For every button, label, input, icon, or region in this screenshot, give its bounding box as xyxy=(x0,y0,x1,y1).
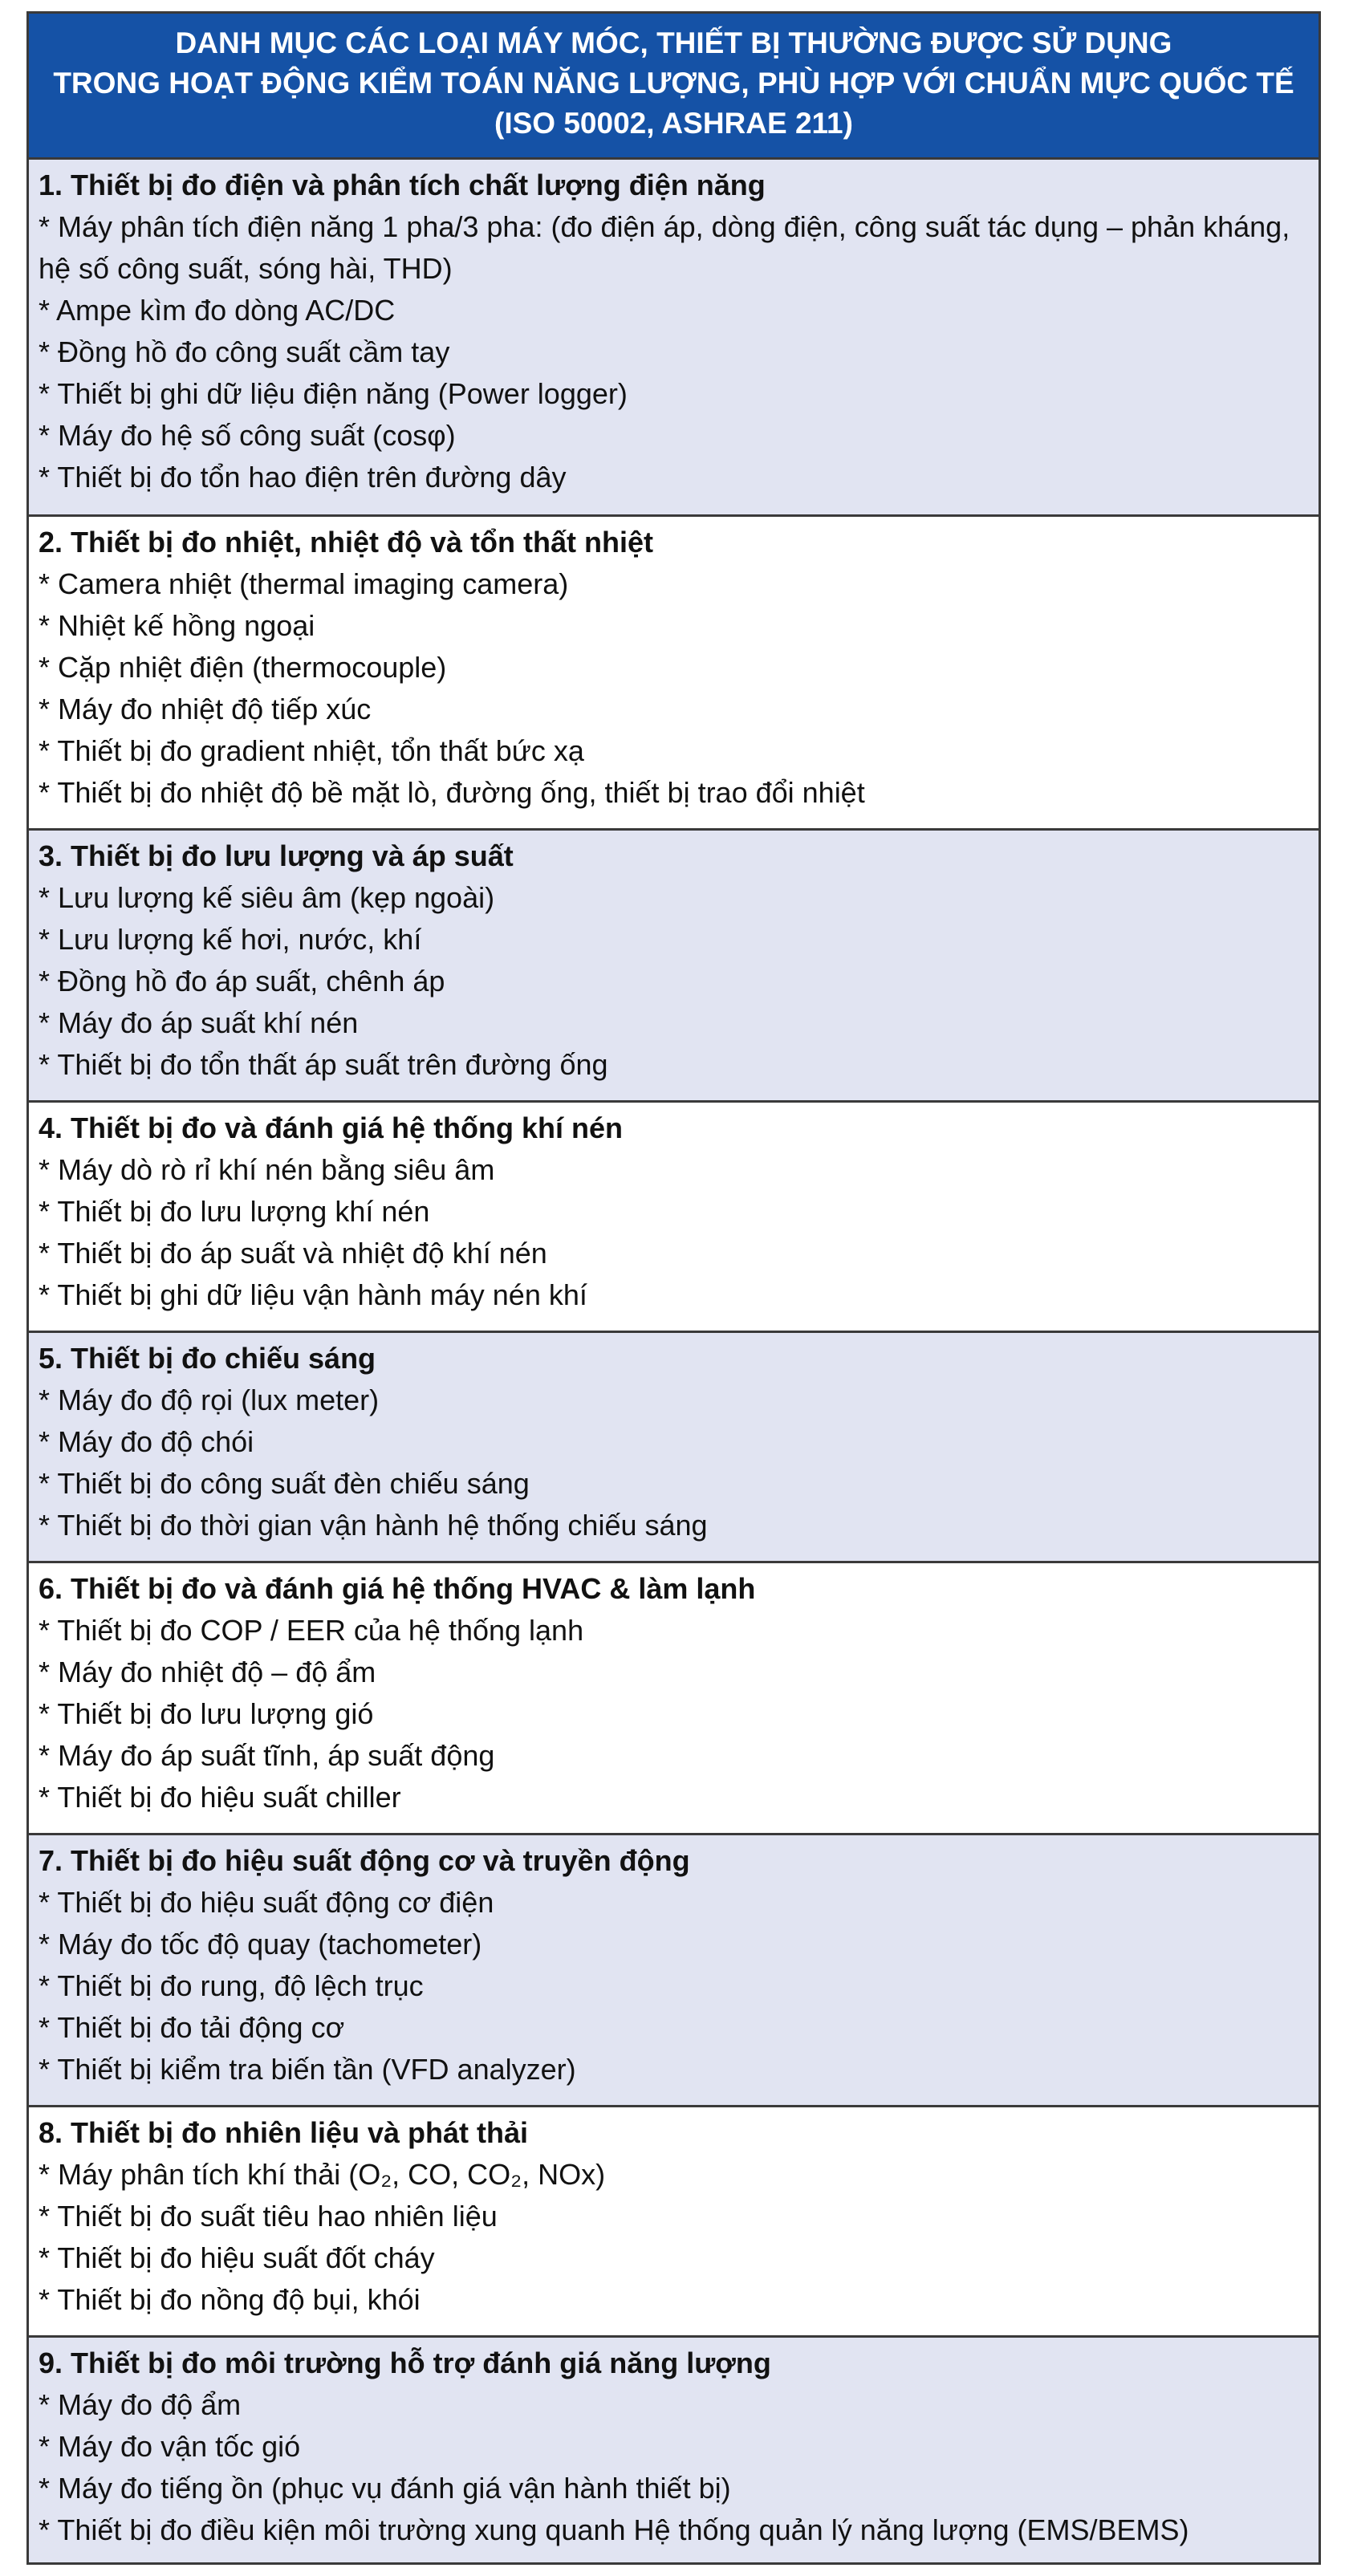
title-line-2: TRONG HOẠT ĐỘNG KIỂM TOÁN NĂNG LƯỢNG, PHÙ HỢP VỚI CHUẨN MỰC QUỐC TẾ xyxy=(53,67,1294,100)
list-item: * Máy đo tốc độ quay (tachometer) xyxy=(39,1928,482,1960)
list-item: * Cặp nhiệt điện (thermocouple) xyxy=(39,651,447,684)
list-item: * Lưu lượng kế siêu âm (kẹp ngoài) xyxy=(39,881,495,914)
list-item: * Máy đo độ ẩm xyxy=(39,2388,242,2421)
list-item: * Thiết bị đo suất tiêu hao nhiên liệu xyxy=(39,2200,498,2233)
section-motor-drive xyxy=(29,1835,1319,2107)
list-item: * Máy đo hệ số công suất (cosφ) xyxy=(39,419,456,452)
section-compressed-air xyxy=(29,1103,1319,1333)
table-header xyxy=(29,14,1319,160)
list-item: * Máy đo độ chói xyxy=(39,1425,254,1458)
list-item: * Máy đo độ rọi (lux meter) xyxy=(39,1383,380,1416)
title-line-3: (ISO 50002, ASHRAE 211) xyxy=(494,107,853,140)
list-item: * Đồng hồ đo công suất cầm tay xyxy=(39,335,450,368)
list-item: * Máy phân tích điện năng 1 pha/3 pha: (đo điện áp, dòng điện, công suất tác dụng – phản kháng, hệ số công suất, sóng hài, THD) xyxy=(39,210,1290,285)
section-fuel-emissions xyxy=(29,2107,1319,2338)
list-item: * Máy đo nhiệt độ – độ ẩm xyxy=(39,1656,376,1688)
list-item: * Nhiệt kế hồng ngoại xyxy=(39,609,315,642)
section-flow-pressure xyxy=(29,831,1319,1103)
section-thermal xyxy=(29,517,1319,831)
section-electrical xyxy=(29,160,1319,517)
list-item: * Thiết bị đo gradient nhiệt, tổn thất bức xạ xyxy=(39,734,584,767)
list-item: * Máy đo áp suất khí nén xyxy=(39,1006,359,1039)
section-title: 8. Thiết bị đo nhiên liệu và phát thải xyxy=(39,2116,529,2149)
section-lighting xyxy=(29,1333,1319,1563)
section-title: 1. Thiết bị đo điện và phân tích chất lượng điện năng xyxy=(39,169,766,201)
section-title: 7. Thiết bị đo hiệu suất động cơ và truyền động xyxy=(39,1844,690,1877)
list-item: * Máy phân tích khí thải (O₂, CO, CO₂, NOx) xyxy=(39,2158,606,2191)
list-item: * Thiết bị đo hiệu suất chiller xyxy=(39,1781,401,1814)
list-item: * Máy đo tiếng ồn (phục vụ đánh giá vận hành thiết bị) xyxy=(39,2472,731,2505)
list-item: * Camera nhiệt (thermal imaging camera) xyxy=(39,567,569,600)
list-item: * Đồng hồ đo áp suất, chênh áp xyxy=(39,965,445,997)
list-item: * Lưu lượng kế hơi, nước, khí xyxy=(39,923,422,956)
list-item: * Máy đo nhiệt độ tiếp xúc xyxy=(39,693,372,725)
title-line-1: DANH MỤC CÁC LOẠI MÁY MÓC, THIẾT BỊ THƯỜNG ĐƯỢC SỬ DỤNG xyxy=(175,26,1172,59)
list-item: * Thiết bị đo rung, độ lệch trục xyxy=(39,1969,424,2002)
list-item: * Thiết bị đo hiệu suất đốt cháy xyxy=(39,2241,435,2274)
list-item: * Thiết bị đo COP / EER của hệ thống lạnh xyxy=(39,1614,584,1647)
list-item: * Máy đo vận tốc gió xyxy=(39,2430,301,2463)
section-title: 2. Thiết bị đo nhiệt, nhiệt độ và tổn thất nhiệt xyxy=(39,526,653,559)
list-item: * Thiết bị đo tổn thất áp suất trên đường ống xyxy=(39,1048,608,1081)
list-item: * Thiết bị đo lưu lượng gió xyxy=(39,1697,374,1730)
section-environment xyxy=(29,2338,1319,2562)
list-item: * Máy đo áp suất tĩnh, áp suất động xyxy=(39,1739,495,1772)
list-item: * Thiết bị đo nồng độ bụi, khói xyxy=(39,2283,421,2316)
list-item: * Thiết bị ghi dữ liệu điện năng (Power logger) xyxy=(39,377,628,410)
equipment-table xyxy=(26,11,1321,2565)
list-item: * Thiết bị kiểm tra biến tần (VFD analyzer) xyxy=(39,2053,576,2086)
list-item: * Thiết bị đo lưu lượng khí nén xyxy=(39,1195,430,1228)
list-item: * Thiết bị đo tải động cơ xyxy=(39,2011,345,2044)
list-item: * Thiết bị đo hiệu suất động cơ điện xyxy=(39,1886,494,1919)
section-title: 9. Thiết bị đo môi trường hỗ trợ đánh giá năng lượng xyxy=(39,2346,771,2379)
list-item: * Thiết bị đo công suất đèn chiếu sáng xyxy=(39,1467,530,1500)
section-title: 3. Thiết bị đo lưu lượng và áp suất xyxy=(39,839,514,872)
list-item: * Thiết bị đo thời gian vận hành hệ thống chiếu sáng xyxy=(39,1509,708,1542)
list-item: * Thiết bị ghi dữ liệu vận hành máy nén khí xyxy=(39,1278,587,1311)
section-title: 5. Thiết bị đo chiếu sáng xyxy=(39,1342,376,1375)
list-item: * Thiết bị đo tổn hao điện trên đường dây xyxy=(39,461,567,494)
list-item: * Thiết bị đo điều kiện môi trường xung quanh Hệ thống quản lý năng lượng (EMS/BEMS) xyxy=(39,2513,1189,2546)
list-item: * Thiết bị đo nhiệt độ bề mặt lò, đường ống, thiết bị trao đổi nhiệt xyxy=(39,776,865,809)
section-title: 4. Thiết bị đo và đánh giá hệ thống khí nén xyxy=(39,1111,624,1144)
section-hvac xyxy=(29,1563,1319,1835)
list-item: * Thiết bị đo áp suất và nhiệt độ khí nén xyxy=(39,1237,547,1270)
list-item: * Máy dò rò rỉ khí nén bằng siêu âm xyxy=(39,1153,495,1186)
section-title: 6. Thiết bị đo và đánh giá hệ thống HVAC & làm lạnh xyxy=(39,1572,756,1605)
list-item: * Ampe kìm đo dòng AC/DC xyxy=(39,294,396,327)
